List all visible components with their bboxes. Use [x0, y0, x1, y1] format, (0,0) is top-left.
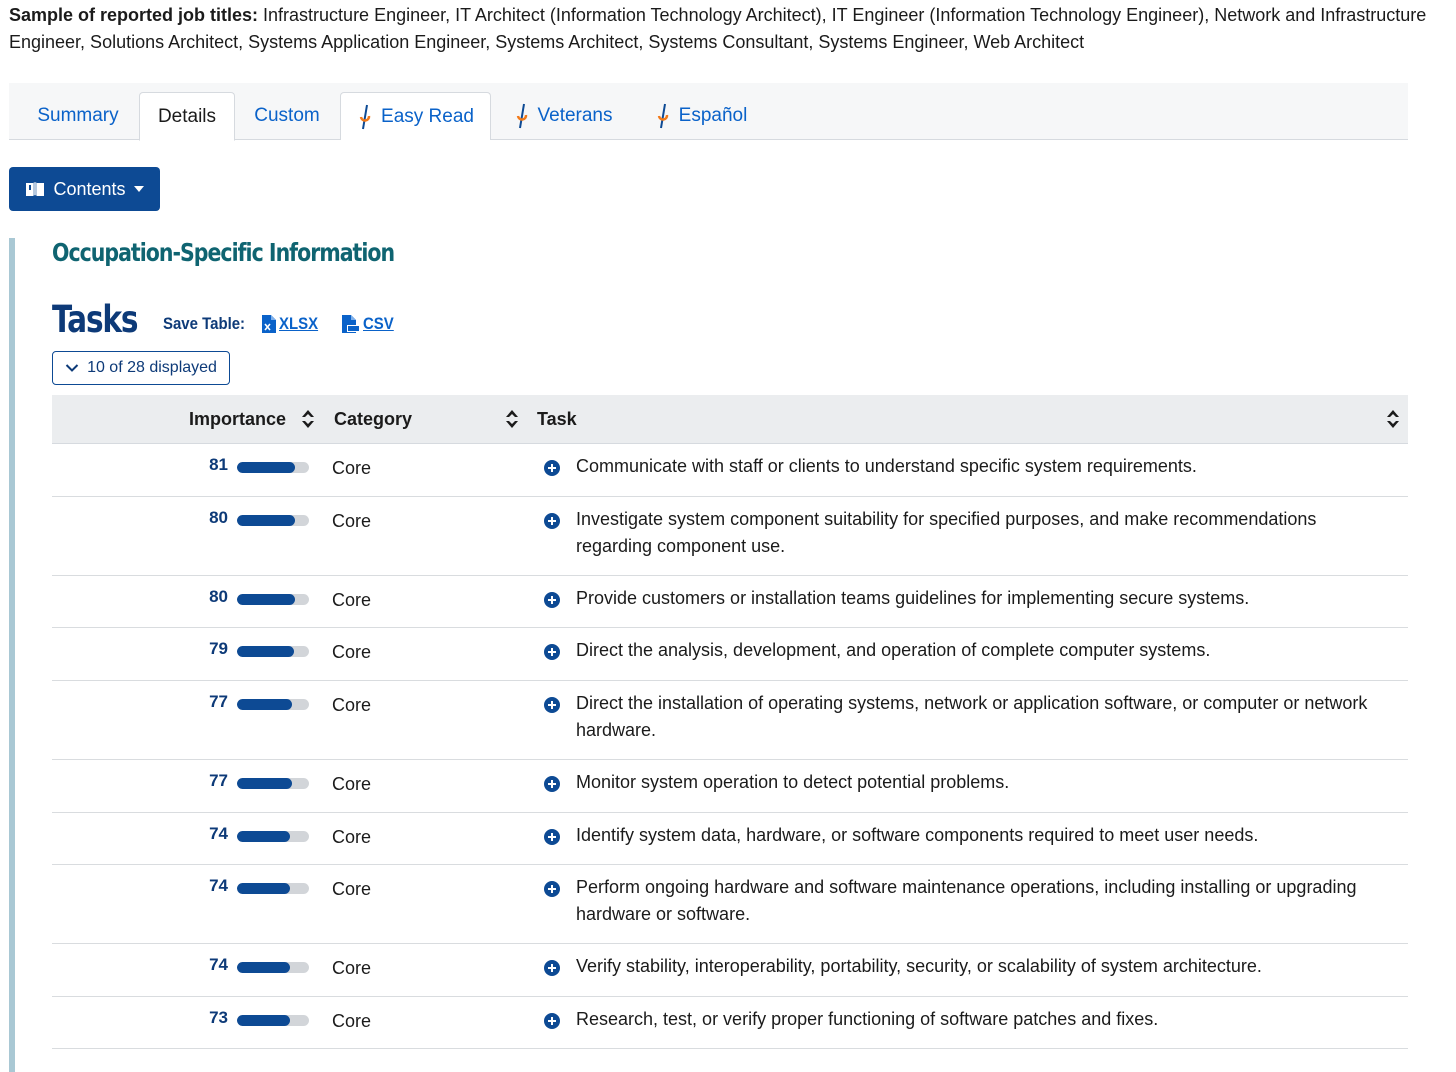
importance-bar-fill: [237, 646, 294, 657]
importance-bar: [237, 646, 309, 657]
sample-job-titles-text: Infrastructure Engineer, IT Architect (Information Technology Architect), IT Engineer (Information Technology Engineer), Network and Infrastructure Engineer, Solutions Architect, Systems Application Engineer, Systems Architect, Systems Consultant, Systems Engineer, Web Architect: [9, 5, 1427, 52]
rows-displayed-toggle[interactable]: [52, 351, 230, 385]
tab-espanol[interactable]: [645, 92, 757, 140]
sort-icon[interactable]: [301, 409, 315, 429]
column-header-importance[interactable]: [189, 395, 286, 444]
contents-button[interactable]: [9, 167, 160, 211]
importance-value: 80: [209, 508, 228, 527]
importance-bar-fill: [237, 883, 290, 894]
sort-icon[interactable]: [505, 409, 519, 429]
tab-veterans[interactable]: [504, 92, 622, 140]
tasks-heading: Tasks: [52, 298, 138, 341]
importance-bar: [237, 831, 309, 842]
importance-bar-fill: [237, 699, 292, 710]
chevron-down-icon: [65, 363, 79, 373]
importance-bar: [237, 778, 309, 789]
importance-bar-fill: [237, 831, 290, 842]
importance-value: 74: [209, 955, 228, 974]
column-header-task[interactable]: [537, 395, 577, 444]
caret-down-icon: [134, 186, 144, 192]
table-row: [52, 760, 1408, 813]
task-text: Identify system data, hardware, or software components required to meet user needs.: [576, 825, 1259, 845]
tab-details[interactable]: [139, 92, 235, 141]
importance-value: 74: [209, 876, 228, 895]
table-row: [52, 628, 1408, 681]
table-row: [52, 944, 1408, 997]
table-header: [52, 395, 1408, 444]
expand-plus-icon[interactable]: [544, 460, 560, 476]
contents-label: Contents: [53, 178, 126, 199]
expand-plus-icon[interactable]: [544, 592, 560, 608]
column-header-category-label: Category: [334, 409, 413, 429]
importance-bar-fill: [237, 462, 295, 473]
importance-value: 81: [209, 455, 228, 474]
column-header-category[interactable]: [334, 395, 412, 444]
task-text: Research, test, or verify proper functioning of software patches and fixes.: [576, 1009, 1159, 1029]
importance-bar: [237, 699, 309, 710]
category-value: Core: [332, 458, 372, 478]
expand-plus-icon[interactable]: [544, 960, 560, 976]
download-csv-link[interactable]: [342, 314, 398, 334]
importance-value: 73: [209, 1008, 228, 1027]
importance-bar-fill: [237, 1015, 290, 1026]
category-value: Core: [332, 827, 372, 847]
tab-easy-read-label: Easy Read: [381, 105, 474, 127]
importance-value: 74: [209, 824, 228, 843]
task-text: Communicate with staff or clients to understand specific system requirements.: [576, 456, 1197, 476]
table-row: [52, 997, 1408, 1049]
xlsx-file-icon: [262, 315, 276, 333]
sort-icon[interactable]: [1386, 409, 1400, 429]
expand-plus-icon[interactable]: [544, 881, 560, 897]
download-xlsx-link[interactable]: [262, 314, 323, 334]
table-row: [52, 865, 1408, 944]
importance-bar-fill: [237, 515, 295, 526]
expand-plus-icon[interactable]: [544, 644, 560, 660]
book-icon: [25, 181, 45, 197]
task-text: Perform ongoing hardware and software maintenance operations, including installing or upgrading hardware or software.: [576, 877, 1357, 924]
section-accent-bar: [9, 238, 15, 1072]
importance-bar: [237, 515, 309, 526]
task-text: Provide customers or installation teams guidelines for implementing secure systems.: [576, 588, 1250, 608]
download-csv-label: CSV: [362, 314, 394, 333]
importance-bar: [237, 462, 309, 473]
tab-details-label: Details: [157, 105, 217, 127]
save-table-label: Save Table:: [163, 314, 246, 333]
category-value: Core: [332, 879, 372, 899]
table-row: [52, 497, 1408, 576]
sample-job-titles: [9, 2, 1429, 56]
csv-file-icon: [342, 315, 360, 333]
task-text: Direct the analysis, development, and operation of complete computer systems.: [576, 640, 1211, 660]
tab-summary[interactable]: [21, 92, 135, 140]
importance-bar-fill: [237, 962, 290, 973]
importance-bar: [237, 594, 309, 605]
importance-value: 80: [209, 587, 228, 606]
importance-value: 79: [209, 639, 228, 658]
category-value: Core: [332, 774, 372, 794]
importance-bar: [237, 883, 309, 894]
task-text: Monitor system operation to detect potential problems.: [576, 772, 1010, 792]
rows-displayed-label: 10 of 28 displayed: [87, 359, 217, 376]
expand-plus-icon[interactable]: [544, 829, 560, 845]
category-value: Core: [332, 511, 372, 531]
tab-easy-read[interactable]: [340, 92, 491, 140]
expand-plus-icon[interactable]: [544, 776, 560, 792]
category-value: Core: [332, 590, 372, 610]
task-text: Investigate system component suitability for specified purposes, and make recommendations regarding component use.: [576, 509, 1317, 556]
category-value: Core: [332, 695, 372, 715]
expand-plus-icon[interactable]: [544, 1013, 560, 1029]
section-title: Occupation-Specific Information: [52, 238, 395, 267]
tab-summary-label: Summary: [37, 105, 119, 126]
tab-custom[interactable]: [239, 92, 335, 140]
mynextmove-logo-icon: [655, 103, 671, 129]
table-row: [52, 681, 1408, 760]
download-xlsx-label: XLSX: [279, 314, 319, 333]
importance-value: 77: [209, 771, 228, 790]
task-text: Direct the installation of operating systems, network or application software, or computer or network hardware.: [576, 693, 1368, 740]
table-row: [52, 444, 1408, 497]
column-header-importance-label: Importance: [189, 409, 287, 429]
mynextmove-logo-icon: [357, 104, 373, 130]
expand-plus-icon[interactable]: [544, 513, 560, 529]
importance-value: 77: [209, 692, 228, 711]
table-row: [52, 576, 1408, 628]
sample-job-titles-label: Sample of reported job titles:: [9, 5, 259, 25]
tab-veterans-label: Veterans: [537, 105, 613, 126]
category-value: Core: [332, 642, 372, 662]
tasks-table: [52, 395, 1408, 1049]
tab-custom-label: Custom: [254, 105, 320, 126]
mynextmove-logo-icon: [514, 103, 530, 129]
expand-plus-icon[interactable]: [544, 697, 560, 713]
table-row: [52, 813, 1408, 865]
importance-bar: [237, 962, 309, 973]
category-value: Core: [332, 1011, 372, 1031]
importance-bar-fill: [237, 778, 292, 789]
report-tabs: [9, 83, 1408, 140]
importance-bar: [237, 1015, 309, 1026]
tab-espanol-label: Español: [678, 105, 748, 126]
importance-bar-fill: [237, 594, 295, 605]
task-text: Verify stability, interoperability, portability, security, or scalability of system architecture.: [576, 956, 1262, 976]
category-value: Core: [332, 958, 372, 978]
column-header-task-label: Task: [537, 409, 577, 429]
save-table: [163, 314, 398, 334]
